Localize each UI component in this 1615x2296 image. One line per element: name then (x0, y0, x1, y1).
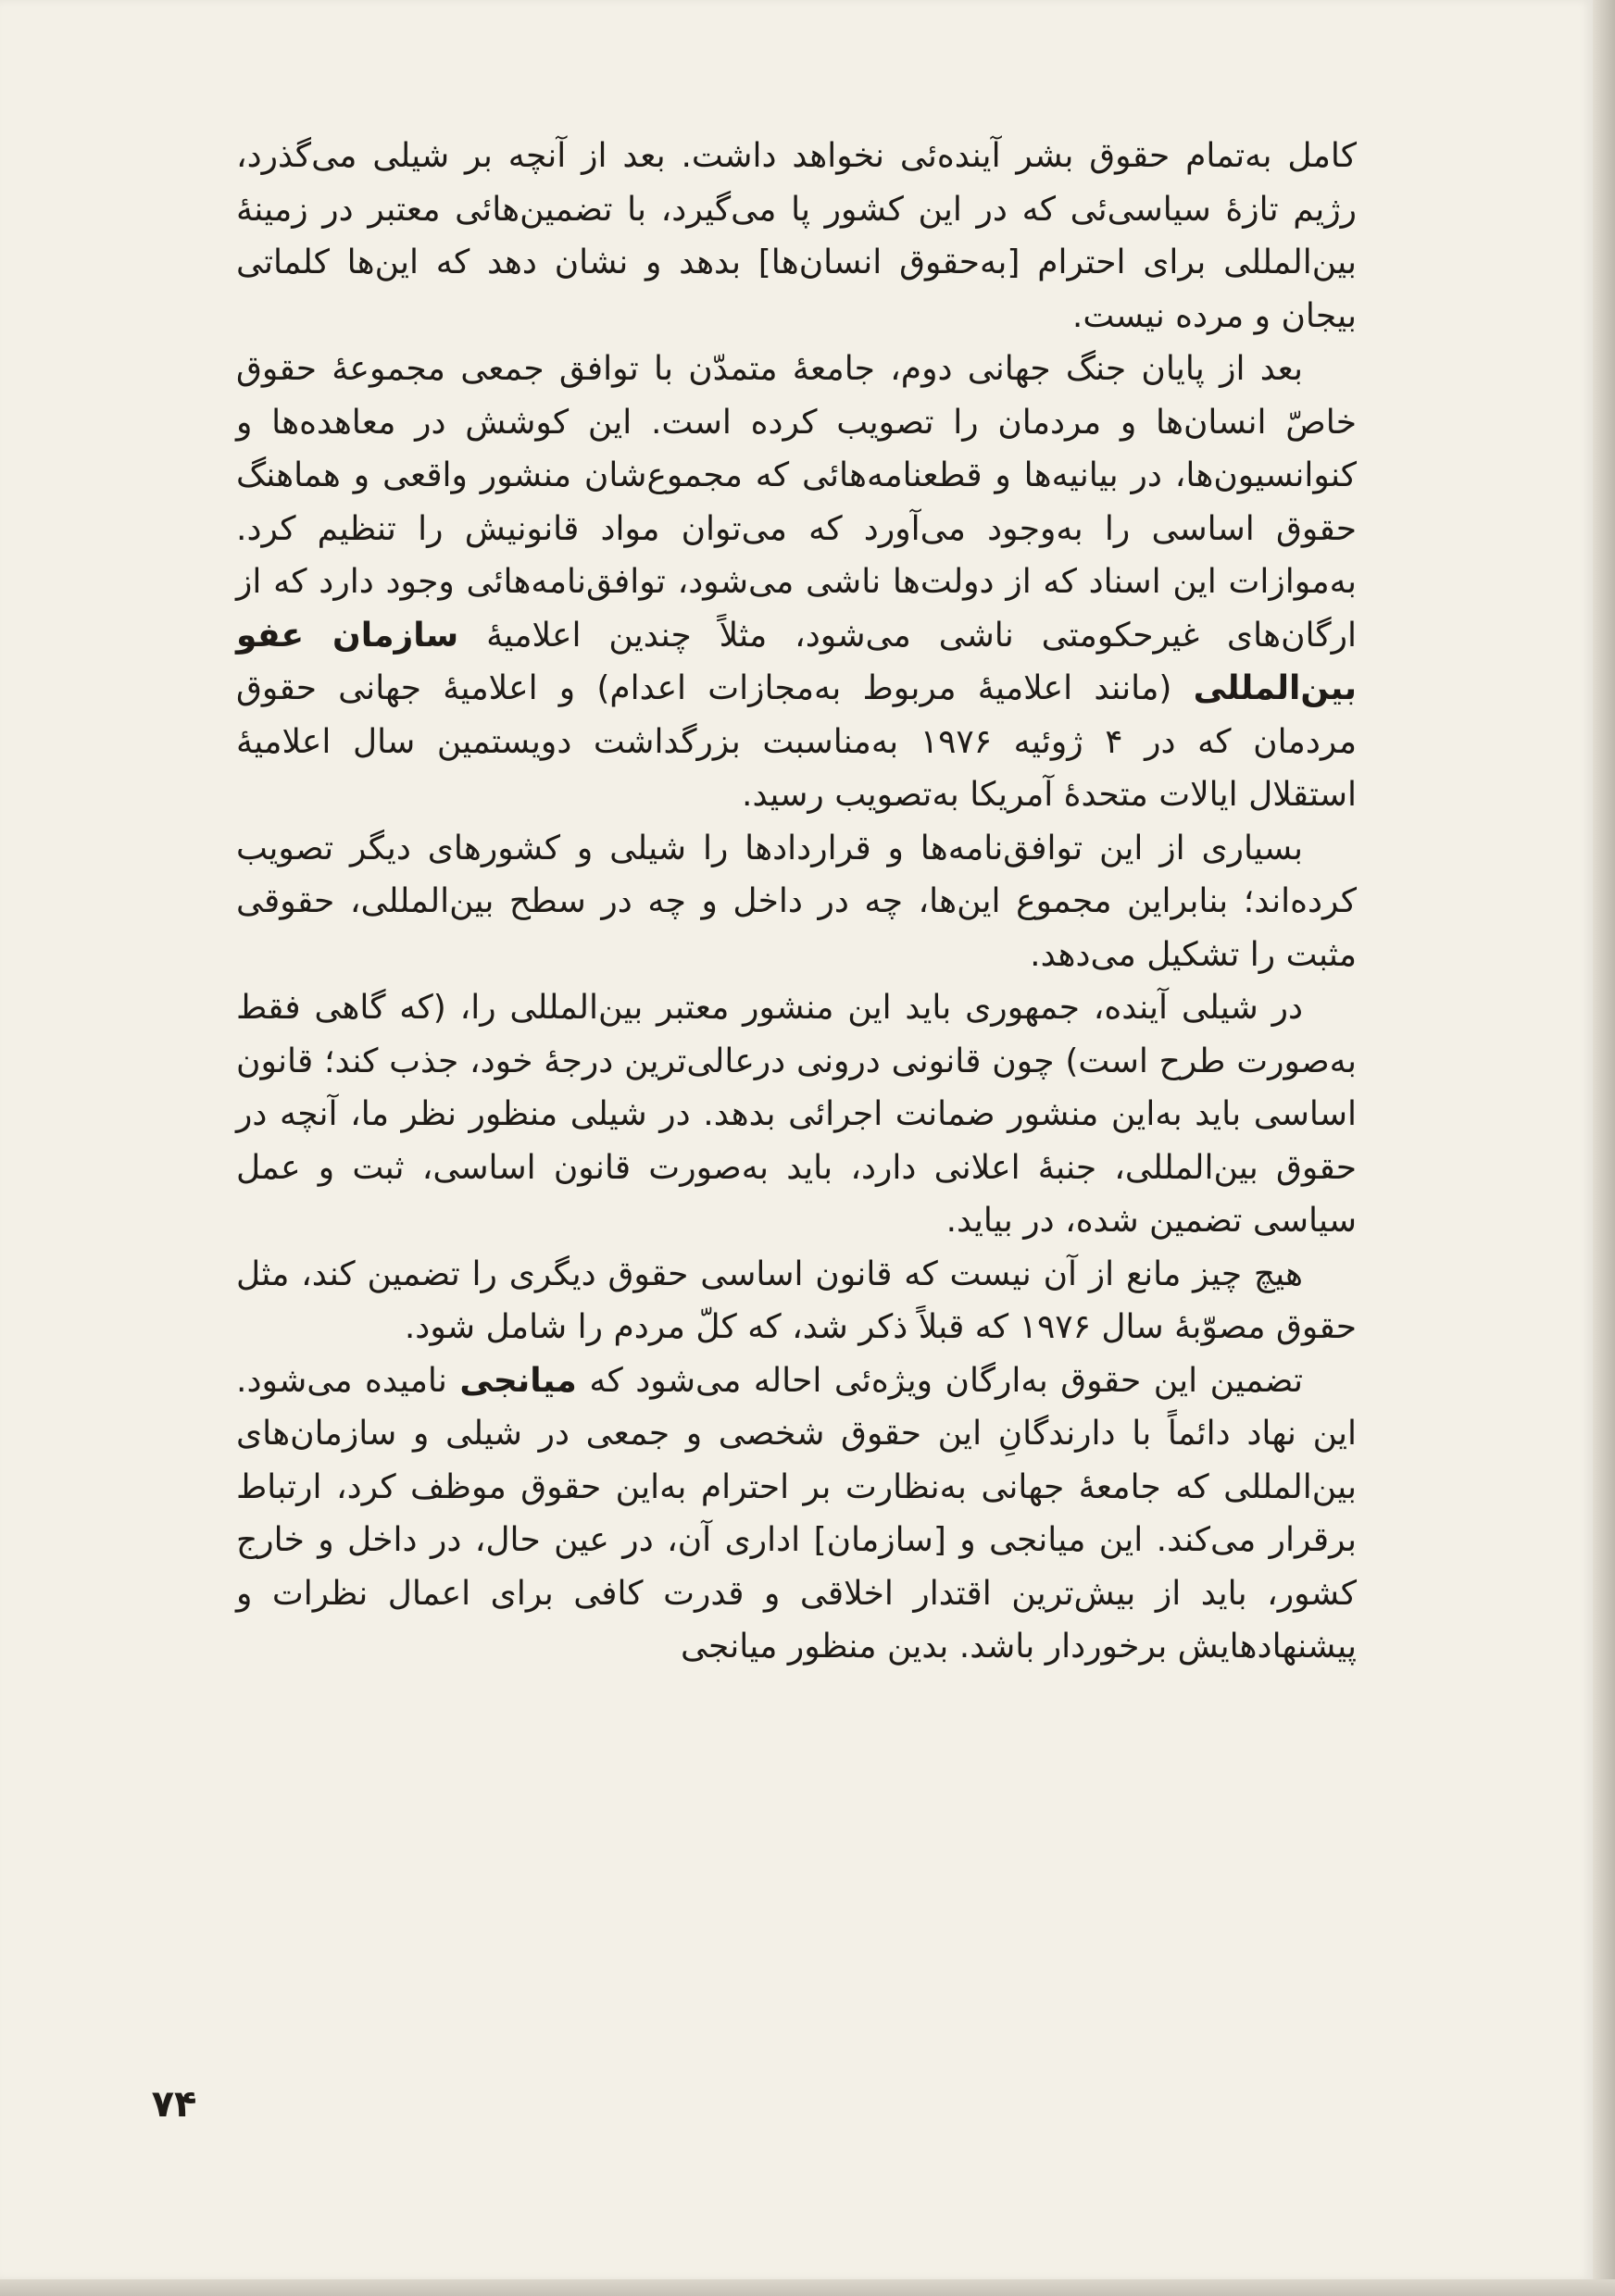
paragraph-3 (236, 822, 1357, 982)
paragraph-2 (236, 343, 1357, 822)
paragraph-text-after: (مانند اعلامیهٔ مربوط به‌مجازات اعدام) و اعلامیهٔ جهانی حقوق مردمان که در ۴ ژوئیه ۱۹۷۶ به‌مناسبت بزرگداشت دویستمین سال اعلامیهٔ استقلال ایالات متحدهٔ آمریکا به‌تصویب رسید. (236, 669, 1358, 814)
paragraph-4 (236, 981, 1357, 1248)
paragraph-text: بسیاری از این توافق‌نامه‌ها و قراردادها را شیلی و کشورهای دیگر تصویب کرده‌اند؛ بنابراین مجموع این‌ها، چه در داخل و چه در سطح بین‌المللی، حقوقی مثبت را تشکیل می‌دهد. (236, 829, 1357, 974)
bold-term-amnesty: سازمان عفو بین‌المللی (236, 616, 1357, 707)
bold-term-mediator: میانجی (459, 1361, 577, 1400)
paragraph-text: در شیلی آینده، جمهوری باید این منشور معتبر بین‌المللی را، (که گاهی فقط به‌صورت طرح است) چون قانونی درونی درعالی‌ترین درجهٔ خود، جذب کند؛ قانون اساسی باید به‌این منشور ضمانت اجرائی بدهد. در شیلی منظور نظر ما، آنچه در حقوق بین‌المللی، جنبهٔ اعلانی دارد، باید به‌صورت قانون اساسی، ثبت و عمل سیاسی تضمین شده، در بیاید. (236, 989, 1357, 1240)
page-edge (1593, 0, 1615, 2296)
paragraph-6 (236, 1354, 1357, 1674)
page-bottom-edge (0, 2279, 1615, 2296)
paragraph-1 (236, 130, 1357, 343)
paragraph-5 (236, 1248, 1357, 1354)
paragraph-text: کامل به‌تمام حقوق بشر آینده‌ئی نخواهد داشت. بعد از آنچه بر شیلی می‌گذرد، رژیم تازهٔ سیاسی‌ئی که در این کشور پا می‌گیرد، با تضمین‌هائی معتبر در زمینهٔ بین‌المللی برای احترام [به‌حقوق انسان‌ها] بدهد و نشان دهد که این‌ها کلماتی بیجان و مرده نیست. (236, 137, 1357, 335)
body-text (236, 130, 1357, 1674)
paragraph-text: تضمین این حقوق به‌ارگان ویژه‌ئی احاله می‌شود که (589, 1361, 1303, 1400)
paragraph-text-after: نامیده می‌شود. این نهاد دائماً با دارندگانِ این حقوق شخصی و جمعی در شیلی و سازمان‌های بین‌المللی که جامعهٔ جهانی به‌نظارت بر احترام به‌این حقوق موظف کرد، ارتباط برقرار می‌کند. این میانجی و [سازمان] اداری آن، در عین حال، در داخل و خارج کشور، باید از بیش‌ترین اقتدار اخلاقی و قدرت کافی برای اعمال نظرات و پیشنهادهایش برخوردار باشد. بدین منظور میانجی (236, 1361, 1357, 1666)
paragraph-text: هیچ چیز مانع از آن نیست که قانون اساسی حقوق دیگری را تضمین کند، مثل حقوق مصوّبهٔ سال ۱۹۷۶ که قبلاً ذکر شد، که کلّ مردم را شامل شود. (236, 1254, 1357, 1346)
page-number: ۷۴ (151, 2083, 197, 2126)
paragraph-text: بعد از پایان جنگ جهانی دوم، جامعهٔ متمدّن با توافق جمعی مجموعهٔ حقوق خاصّ انسان‌ها و مردمان را تصویب کرده است. این کوشش در معاهده‌ها و کنوانسیون‌ها، در بیانیه‌ها و قطعنامه‌هائی که مجموع‌شان منشور واقعی و هماهنگ حقوق اساسی را به‌وجود می‌آورد که می‌توان مواد قانونیش را تنظیم کرد. به‌موازات این اسناد که از دولت‌ها ناشی می‌شود، توافق‌نامه‌هائی وجود دارد که از ارگان‌های غیرحکومتی ناشی می‌شود، مثلاً چندین اعلامیهٔ (236, 350, 1357, 655)
